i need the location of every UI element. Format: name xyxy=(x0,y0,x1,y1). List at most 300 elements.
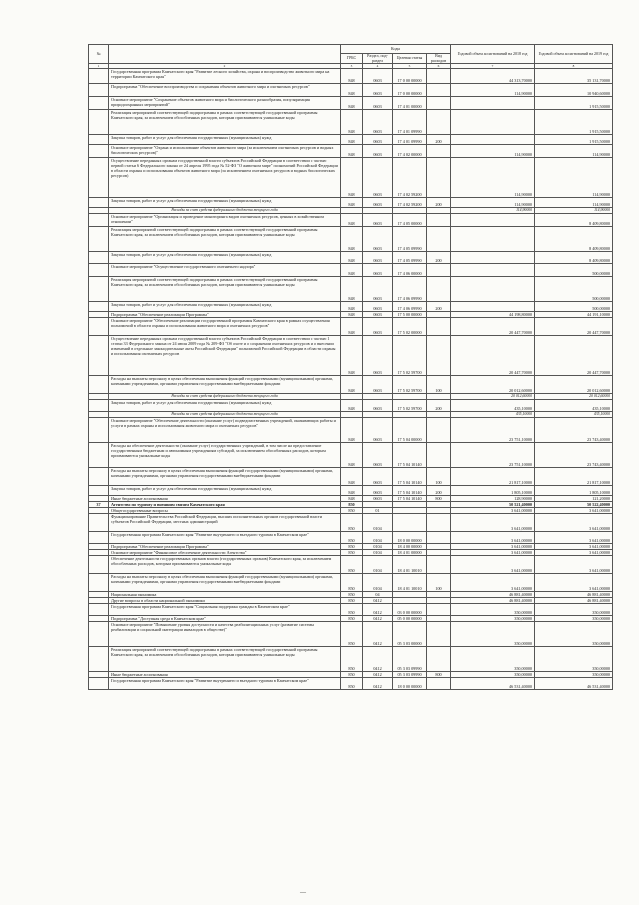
row-amount-2019: 3 641,00000 xyxy=(535,514,613,532)
row-name: Закупка товаров, работ и услуг для обеспечения государственных (муниципальных) нужд xyxy=(109,486,341,496)
row-name: Расходы на обеспечение деятельности (оказание услуг) государственных учреждений, в том числе на предоставление государственным бюджетным и автономным учреждениям субсидий, за исключением обособленных расходов, которым присваиваются уникальные коды xyxy=(109,443,341,468)
row-section: 0603 xyxy=(363,69,393,84)
row-section: 0104 xyxy=(363,574,393,592)
row-amount-2019: 3 641,00000 xyxy=(535,508,613,514)
row-grbs: 850 xyxy=(341,514,363,532)
row-target: 17 4 06 00000 xyxy=(393,264,427,277)
row-target: 05 3 03 09990 xyxy=(393,647,427,672)
row-type xyxy=(427,69,451,84)
row-amount-2018: 46 881,40000 xyxy=(451,598,535,604)
row-name: Расходы за счет средств федерального бюджета текущего года xyxy=(109,208,341,214)
row-amount-2019: 46 881,40000 xyxy=(535,592,613,598)
row-target: 17 4 06 09990 xyxy=(393,302,427,312)
row-target: 17 4 01 09990 xyxy=(393,110,427,135)
row-number xyxy=(89,264,109,277)
row-number xyxy=(89,678,109,690)
row-target: 17 4 02 59200 xyxy=(393,198,427,208)
row-name: Основное мероприятие "Осуществление государственного охотничьего надзора" xyxy=(109,264,341,277)
row-amount-2018: 3 641,00000 xyxy=(451,556,535,574)
row-grbs: 848 xyxy=(341,214,363,227)
row-name: Основное мероприятие "Организация и проведение мониторинга видов охотничьих ресурсов, ценных в хозяйственном отношении" xyxy=(109,214,341,227)
row-number xyxy=(89,198,109,208)
row-amount-2019: 10 940,60000 xyxy=(535,84,613,97)
table-row xyxy=(89,214,613,227)
row-amount-2019: 44 191,10000 xyxy=(535,312,613,318)
header-year-2018: Годовой объем ассигнований на 2018 год xyxy=(451,45,535,64)
row-section: 0412 xyxy=(363,647,393,672)
row-section: 0412 xyxy=(363,678,393,690)
row-number xyxy=(89,135,109,145)
row-grbs: 850 xyxy=(341,532,363,544)
row-number xyxy=(89,376,109,394)
row-amount-2019: 350,00000 xyxy=(535,604,613,616)
col-index: 4 xyxy=(363,64,393,69)
row-amount-2019: 1 915,50000 xyxy=(535,97,613,110)
row-section: 0603 xyxy=(363,214,393,227)
row-name: Закупка товаров, работ и услуг для обеспечения государственных (муниципальных) нужд xyxy=(109,400,341,412)
col-index: 6 xyxy=(427,64,451,69)
row-type: 800 xyxy=(427,672,451,678)
row-amount-2018 xyxy=(451,110,535,135)
table-row xyxy=(89,532,613,544)
row-grbs: 848 xyxy=(341,97,363,110)
row-number xyxy=(89,84,109,97)
row-amount-2018: 350,00000 xyxy=(451,672,535,678)
row-amount-2018: 3 641,00000 xyxy=(451,508,535,514)
row-amount-2018 xyxy=(451,97,535,110)
row-section: 0412 xyxy=(363,604,393,616)
row-amount-2019: 3 641,00000 xyxy=(535,556,613,574)
table-row xyxy=(89,97,613,110)
row-type xyxy=(427,514,451,532)
row-grbs: 848 xyxy=(341,400,363,412)
row-section: 0603 xyxy=(363,277,393,302)
row-type xyxy=(427,318,451,336)
row-number xyxy=(89,486,109,496)
row-target: 17 4 01 00000 xyxy=(393,97,427,110)
row-type: 100 xyxy=(427,376,451,394)
row-amount-2019: 23 743,40000 xyxy=(535,443,613,468)
row-amount-2018: 350,00000 xyxy=(451,622,535,647)
row-name: Подпрограмма "Обеспечение реализации Программы" xyxy=(109,312,341,318)
row-target: 17 4 05 09990 xyxy=(393,252,427,264)
table-row xyxy=(89,135,613,145)
row-name: Закупка товаров, работ и услуг для обеспечения государственных (муниципальных) нужд xyxy=(109,252,341,264)
row-amount-2018: 114,90000 xyxy=(451,208,535,214)
row-amount-2018 xyxy=(451,252,535,264)
row-grbs: 848 xyxy=(341,318,363,336)
row-type xyxy=(427,277,451,302)
table-row xyxy=(89,198,613,208)
row-amount-2019: 1 915,50000 xyxy=(535,110,613,135)
row-amount-2018: 44 313,70000 xyxy=(451,69,535,84)
row-name: Закупка товаров, работ и услуг для обеспечения государственных (муниципальных) нужд xyxy=(109,302,341,312)
row-target: 17 4 05 00000 xyxy=(393,214,427,227)
header-no: № xyxy=(89,45,109,64)
header-codes: Коды xyxy=(341,45,451,54)
row-number xyxy=(89,97,109,110)
row-type: 200 xyxy=(427,486,451,496)
row-number xyxy=(89,214,109,227)
row-amount-2018: 46 881,40000 xyxy=(451,592,535,598)
row-target: 17 5 04 10140 xyxy=(393,486,427,496)
table-row xyxy=(89,318,613,336)
table-row xyxy=(89,277,613,302)
row-target: 17 5 04 10140 xyxy=(393,443,427,468)
row-type: 200 xyxy=(427,252,451,264)
row-type xyxy=(427,110,451,135)
row-section: 0104 xyxy=(363,550,393,556)
row-amount-2019: 21 817,10000 xyxy=(535,468,613,486)
table-row xyxy=(89,84,613,97)
table-row xyxy=(89,400,613,412)
row-name: Общегосударственные вопросы xyxy=(109,508,341,514)
row-target: 18 0 00 00000 xyxy=(393,678,427,690)
col-index: 2 xyxy=(109,64,341,69)
row-grbs: 848 xyxy=(341,302,363,312)
table-row xyxy=(89,468,613,486)
row-name: Основное мероприятие "Повышение уровня доступности и качества реабилитационных услуг (развитие системы реабилитации и социальной интеграции инвалидов в обществе)" xyxy=(109,622,341,647)
row-number xyxy=(89,622,109,647)
row-amount-2018: 350,00000 xyxy=(451,616,535,622)
row-grbs: 850 xyxy=(341,550,363,556)
row-amount-2019: 500,00000 xyxy=(535,277,613,302)
row-type xyxy=(427,97,451,110)
row-amount-2018 xyxy=(451,264,535,277)
table-row xyxy=(89,336,613,376)
row-type xyxy=(427,647,451,672)
row-name: Другие вопросы в области национальной экономики xyxy=(109,598,341,604)
row-amount-2019: 500,00000 xyxy=(535,302,613,312)
row-grbs: 850 xyxy=(341,544,363,550)
row-section: 01 xyxy=(363,508,393,514)
row-section: 0603 xyxy=(363,496,393,502)
table-row xyxy=(89,443,613,468)
row-type xyxy=(427,678,451,690)
row-name: Агентство по туризму и внешним связям Камчатского края xyxy=(109,502,341,508)
row-amount-2018: 114,90000 xyxy=(451,145,535,158)
row-amount-2019: 3 641,00000 xyxy=(535,532,613,544)
row-name: Расходы на выплаты персоналу в целях обеспечения выполнения функций государственными (муниципальными) органами, казенными учреждениями, органами управления государственными внебюджетными фондами xyxy=(109,468,341,486)
row-amount-2018: 3 641,00000 xyxy=(451,574,535,592)
table-row xyxy=(89,145,613,158)
table-row xyxy=(89,556,613,574)
row-amount-2018 xyxy=(451,302,535,312)
row-section: 0104 xyxy=(363,544,393,550)
row-grbs: 850 xyxy=(341,502,363,508)
row-amount-2019: 435,10000 xyxy=(535,400,613,412)
row-target: 17 5 02 59700 xyxy=(393,400,427,412)
row-type: 100 xyxy=(427,468,451,486)
row-number xyxy=(89,400,109,412)
col-index: 5 xyxy=(393,64,427,69)
header-target: Целевая статья xyxy=(393,54,427,64)
row-grbs: 848 xyxy=(341,277,363,302)
row-target: 17 5 02 59700 xyxy=(393,336,427,376)
row-number xyxy=(89,468,109,486)
row-target: 05 0 00 00000 xyxy=(393,616,427,622)
row-amount-2018: 23 751,10000 xyxy=(451,443,535,468)
row-grbs: 850 xyxy=(341,647,363,672)
row-grbs: 848 xyxy=(341,312,363,318)
row-amount-2019: 114,90000 xyxy=(535,198,613,208)
row-amount-2018 xyxy=(451,227,535,252)
row-number xyxy=(89,252,109,264)
row-type: 200 xyxy=(427,135,451,145)
row-amount-2019: 23 743,40000 xyxy=(535,418,613,443)
row-section: 0603 xyxy=(363,97,393,110)
row-amount-2019: 35 131,70000 xyxy=(535,69,613,84)
row-target: 18 4 00 00000 xyxy=(393,544,427,550)
row-amount-2018: 350,00000 xyxy=(451,604,535,616)
row-amount-2018: 20 447,70000 xyxy=(451,336,535,376)
row-amount-2019: 46 531,40000 xyxy=(535,678,613,690)
row-name: Закупка товаров, работ и услуг для обеспечения государственных (муниципальных) нужд xyxy=(109,135,341,145)
row-amount-2018: 3 641,00000 xyxy=(451,514,535,532)
row-grbs: 848 xyxy=(341,336,363,376)
row-section: 0603 xyxy=(363,227,393,252)
row-number xyxy=(89,647,109,672)
row-amount-2019: 20 447,70000 xyxy=(535,318,613,336)
row-section: 04 xyxy=(363,592,393,598)
row-type xyxy=(427,622,451,647)
row-amount-2018: 44 198,80000 xyxy=(451,312,535,318)
row-section: 0603 xyxy=(363,486,393,496)
row-target xyxy=(393,514,427,532)
row-type: 200 xyxy=(427,198,451,208)
row-grbs: 848 xyxy=(341,443,363,468)
row-amount-2018: 46 531,40000 xyxy=(451,678,535,690)
row-grbs: 848 xyxy=(341,84,363,97)
header-razdel: Раздел, под-раздел xyxy=(363,54,393,64)
row-amount-2018: 114,90000 xyxy=(451,84,535,97)
row-number xyxy=(89,532,109,544)
row-amount-2018 xyxy=(451,135,535,145)
table-row xyxy=(89,604,613,616)
row-section: 0412 xyxy=(363,616,393,622)
row-amount-2019: 20 012,60000 xyxy=(535,394,613,400)
row-type xyxy=(427,227,451,252)
table-row xyxy=(89,486,613,496)
row-section: 0603 xyxy=(363,158,393,198)
row-amount-2019: 8 409,80000 xyxy=(535,214,613,227)
row-amount-2019: 435,10000 xyxy=(535,412,613,418)
row-section: 0603 xyxy=(363,84,393,97)
header-type: Вид расходов xyxy=(427,54,451,64)
row-amount-2018: 3 641,00000 xyxy=(451,544,535,550)
row-name: Реализация мероприятий соответствующей подпрограммы в рамках соответствующей государственной программы Камчатского края, за исключением обособленных расходов, которым присваиваются уникальные коды xyxy=(109,227,341,252)
row-number xyxy=(89,227,109,252)
row-amount-2018: 20 012,60000 xyxy=(451,394,535,400)
table-row xyxy=(89,376,613,394)
row-amount-2018: 20 012,60000 xyxy=(451,376,535,394)
row-section: 0603 xyxy=(363,110,393,135)
row-name: Иные бюджетные ассигнования xyxy=(109,672,341,678)
row-amount-2018: 435,10000 xyxy=(451,400,535,412)
row-name: Государственная программа Камчатского края "Социальная поддержка граждан в Камчатском крае" xyxy=(109,604,341,616)
row-name: Функционирование Правительства Российской Федерации, высших исполнительных органов государственной власти субъектов Российской Федерации, местных администраций xyxy=(109,514,341,532)
row-section: 0603 xyxy=(363,312,393,318)
row-type: 800 xyxy=(427,496,451,502)
row-number xyxy=(89,336,109,376)
row-grbs: 850 xyxy=(341,574,363,592)
row-amount-2018: 23 751,10000 xyxy=(451,418,535,443)
row-type xyxy=(427,443,451,468)
row-type: 100 xyxy=(427,574,451,592)
row-amount-2019: 20 012,60000 xyxy=(535,376,613,394)
table-row xyxy=(89,302,613,312)
col-index: 8 xyxy=(535,64,613,69)
row-amount-2019: 350,00000 xyxy=(535,622,613,647)
row-name: Реализация мероприятий соответствующей подпрограммы в рамках соответствующей государственной программы Камчатского края, за исключением обособленных расходов, которым присваиваются уникальные коды xyxy=(109,647,341,672)
row-grbs: 850 xyxy=(341,592,363,598)
row-name: Основное мероприятие "Охрана и использование объектов животного мира (за исключением охотничьих ресурсов и водных биологических ресурсов)" xyxy=(109,145,341,158)
row-grbs: 848 xyxy=(341,264,363,277)
row-amount-2019: 114,90000 xyxy=(535,145,613,158)
row-name: Закупка товаров, работ и услуг для обеспечения государственных (муниципальных) нужд xyxy=(109,198,341,208)
row-grbs: 848 xyxy=(341,135,363,145)
table-body xyxy=(89,69,613,690)
row-target: 17 5 04 00000 xyxy=(393,418,427,443)
table-row xyxy=(89,227,613,252)
row-section: 0104 xyxy=(363,514,393,532)
row-amount-2019: 350,00000 xyxy=(535,647,613,672)
row-amount-2018: 3 641,00000 xyxy=(451,550,535,556)
row-amount-2019: 500,00000 xyxy=(535,264,613,277)
row-type xyxy=(427,418,451,443)
row-grbs: 848 xyxy=(341,69,363,84)
row-amount-2019: 114,90000 xyxy=(535,158,613,198)
row-type xyxy=(427,336,451,376)
row-name: Расходы за счет средств федерального бюджета текущего года xyxy=(109,394,341,400)
row-grbs: 848 xyxy=(341,158,363,198)
row-grbs: 848 xyxy=(341,227,363,252)
row-target: 18 0 00 00000 xyxy=(393,532,427,544)
row-name: Осуществление переданных органам государственной власти субъектов Российской Федерации в соответствии с частью первой статьи 6 Федерального закона от 24 апреля 1995 года № 52-ФЗ "О животном мире" полномочий Российской Федерации в области охраны и использования объектов животного мира (за исключением охотничьих ресурсов и водных биологических ресурсов) xyxy=(109,158,341,198)
row-type xyxy=(427,532,451,544)
row-number: 37 xyxy=(89,502,109,508)
row-grbs: 848 xyxy=(341,468,363,486)
row-number xyxy=(89,318,109,336)
header-grbs: ГРБС xyxy=(341,54,363,64)
row-section: 0603 xyxy=(363,318,393,336)
header-year-2019: Годовой объем ассигнований на 2019 год xyxy=(535,45,613,64)
table-row xyxy=(89,514,613,532)
row-target: 17 4 02 00000 xyxy=(393,145,427,158)
row-name: Подпрограмма "Доступная среда в Камчатском крае" xyxy=(109,616,341,622)
row-number xyxy=(89,418,109,443)
col-index: 1 xyxy=(89,64,109,69)
row-type: 200 xyxy=(427,302,451,312)
row-amount-2018: 50 521,40000 xyxy=(451,502,535,508)
table-row xyxy=(89,252,613,264)
row-name: Расходы за счет средств федерального бюджета текущего года xyxy=(109,412,341,418)
row-number xyxy=(89,514,109,532)
row-name: Государственная программа Камчатского края "Развитие внутреннего и въездного туризма в Камчатском крае" xyxy=(109,678,341,690)
row-name: Национальная экономика xyxy=(109,592,341,598)
row-section: 0412 xyxy=(363,672,393,678)
row-target: 03 0 00 00000 xyxy=(393,604,427,616)
row-amount-2019: 8 409,80000 xyxy=(535,227,613,252)
row-section: 0603 xyxy=(363,302,393,312)
row-section: 0603 xyxy=(363,468,393,486)
row-amount-2018: 128,90000 xyxy=(451,496,535,502)
row-target: 17 5 02 00000 xyxy=(393,318,427,336)
row-amount-2019: 8 409,80000 xyxy=(535,252,613,264)
row-amount-2019: 3 641,00000 xyxy=(535,574,613,592)
row-amount-2019: 3 641,00000 xyxy=(535,550,613,556)
row-section: 0603 xyxy=(363,198,393,208)
row-grbs: 850 xyxy=(341,672,363,678)
row-amount-2018: 3 641,00000 xyxy=(451,532,535,544)
col-index: 3 xyxy=(341,64,363,69)
table-row xyxy=(89,622,613,647)
row-type xyxy=(427,145,451,158)
row-name: Осуществление переданных органам государственной власти субъектов Российской Федерации в соответствии с частью 1 статьи 33 Федерального закона от 24 июля 2009 года № 209-ФЗ "Об охоте и о сохранении охотничьих ресурсов и о внесении изменений в отдельные законодательные акты Российской Федерации" полномочий Российской Федерации в области охраны и использования охотничьих ресурсов xyxy=(109,336,341,376)
row-section: 0603 xyxy=(363,400,393,412)
row-type xyxy=(427,214,451,227)
row-amount-2019: 20 447,70000 xyxy=(535,336,613,376)
row-name: Подпрограмма "Обеспечение реализации Программы" xyxy=(109,544,341,550)
row-amount-2018: 21 817,10000 xyxy=(451,468,535,486)
row-amount-2018: 20 447,70000 xyxy=(451,318,535,336)
table-row xyxy=(89,158,613,198)
row-amount-2019: 46 881,40000 xyxy=(535,598,613,604)
row-target: 17 5 02 59700 xyxy=(393,376,427,394)
row-target: 17 5 04 10140 xyxy=(393,468,427,486)
row-name: Иные бюджетные ассигнования xyxy=(109,496,341,502)
row-target: 17 0 00 00000 xyxy=(393,84,427,97)
row-name: Реализация мероприятий соответствующей подпрограммы в рамках соответствующей государственной программы Камчатского края, за исключением обособленных расходов, которым присваиваются уникальные коды xyxy=(109,110,341,135)
row-amount-2019: 50 522,40000 xyxy=(535,502,613,508)
row-number xyxy=(89,145,109,158)
row-section: 0412 xyxy=(363,598,393,604)
row-amount-2018 xyxy=(451,214,535,227)
budget-table xyxy=(88,44,613,690)
row-type: 200 xyxy=(427,400,451,412)
row-section: 0603 xyxy=(363,135,393,145)
row-section: 0104 xyxy=(363,556,393,574)
row-section: 0104 xyxy=(363,532,393,544)
table-row xyxy=(89,110,613,135)
row-name: Расходы на выплаты персоналу в целях обеспечения выполнения функций государственными (муниципальными) органами, казенными учреждениями, органами управления государственными внебюджетными фондами xyxy=(109,376,341,394)
row-grbs: 848 xyxy=(341,198,363,208)
row-name: Основное мероприятие "Сохранение объектов животного мира и биологического разнообразия, популяризация природоохранных мероприятий" xyxy=(109,97,341,110)
row-name: Государственная программа Камчатского края "Развитие лесного хозяйства, охрана и воспроизводство животного мира на территории Камчатского края" xyxy=(109,69,341,84)
row-section: 0603 xyxy=(363,252,393,264)
row-target: 17 4 06 09990 xyxy=(393,277,427,302)
row-target: 17 4 05 09990 xyxy=(393,227,427,252)
row-target: 17 5 00 00000 xyxy=(393,312,427,318)
row-name: Государственная программа Камчатского края "Развитие внутреннего и въездного туризма в Камчатском крае" xyxy=(109,532,341,544)
row-name: Обеспечение деятельности государственных органов власти (государственных органов) Камчатского края, за исключением обособленных расходов, которым присваиваются уникальные коды xyxy=(109,556,341,574)
row-grbs: 848 xyxy=(341,486,363,496)
header-name xyxy=(109,45,341,64)
table-row xyxy=(89,418,613,443)
table-row xyxy=(89,574,613,592)
row-amount-2019: 3 641,00000 xyxy=(535,544,613,550)
row-target: 17 5 04 10140 xyxy=(393,496,427,502)
row-name: Основное мероприятие "Обеспечение реализации государственной программы Камчатского края в рамках осуществления полномочий в области охраны и использования животного мира и охотничьих ресурсов" xyxy=(109,318,341,336)
row-grbs: 848 xyxy=(341,145,363,158)
row-name: Основное мероприятие "Финансовое обеспечение деятельности Агентства" xyxy=(109,550,341,556)
row-grbs: 850 xyxy=(341,616,363,622)
row-target: 18 4 01 10010 xyxy=(393,556,427,574)
row-target: 17 4 01 09990 xyxy=(393,135,427,145)
table-row xyxy=(89,264,613,277)
row-grbs: 850 xyxy=(341,508,363,514)
row-number xyxy=(89,556,109,574)
